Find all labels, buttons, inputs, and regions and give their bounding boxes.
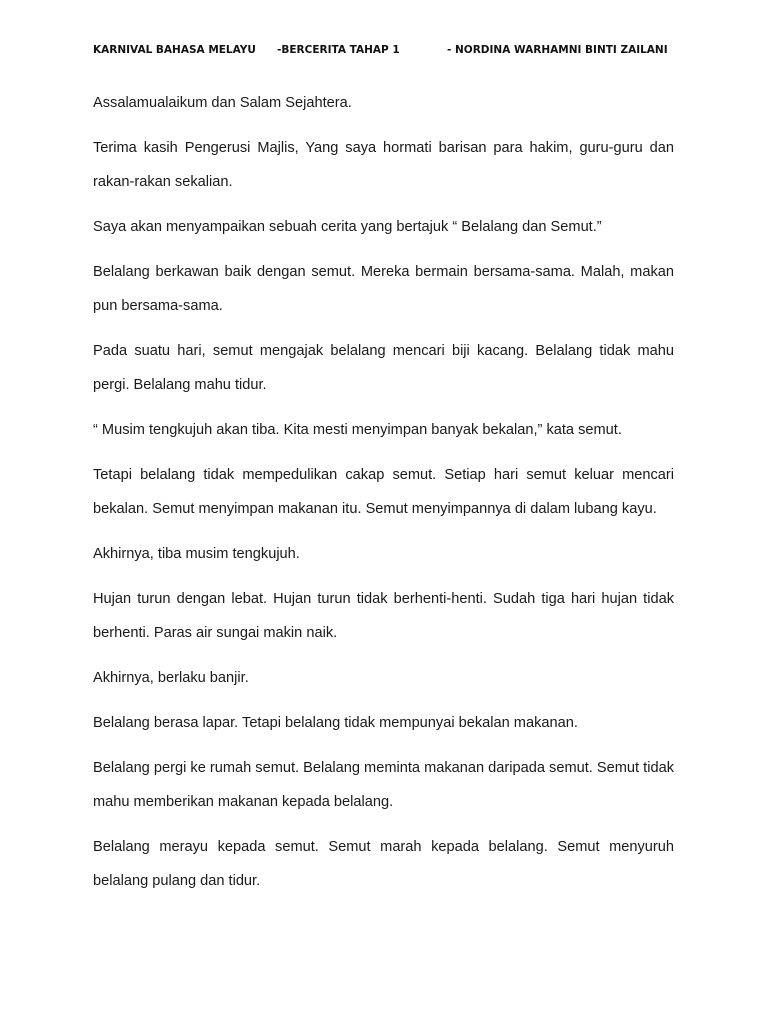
- paragraph: Belalang berasa lapar. Tetapi belalang tidak mempunyai bekalan makanan.: [93, 715, 578, 731]
- paragraph-story-title: Saya akan menyampaikan sebuah cerita yang bertajuk “ Belalang dan Semut.”: [93, 219, 602, 235]
- paragraph-thanks: Terima kasih Pengerusi Majlis, Yang saya hormati barisan para hakim, guru-guru dan rakan-rakan sekalian.: [93, 140, 674, 190]
- document-body: [93, 86, 674, 909]
- paragraph-quote: “ Musim tengkujuh akan tiba. Kita mesti menyimpan banyak bekalan,” kata semut.: [93, 422, 622, 438]
- paragraph: Hujan turun dengan lebat. Hujan turun tidak berhenti-henti. Sudah tiga hari hujan tidak berhenti. Paras air sungai makin naik.: [93, 591, 674, 641]
- paragraph: Tetapi belalang tidak mempedulikan cakap semut. Setiap hari semut keluar mencari bekalan. Semut menyimpan makanan itu. Semut menyimpannya di dalam lubang kayu.: [93, 467, 674, 517]
- header-event-title: KARNIVAL BAHASA MELAYU: [93, 44, 256, 56]
- header-author: - NORDINA WARHAMNI BINTI ZAILANI: [447, 44, 668, 56]
- paragraph-greeting: Assalamualaikum dan Salam Sejahtera.: [93, 95, 352, 111]
- header-category: -BERCERITA TAHAP 1: [277, 44, 400, 56]
- paragraph: Akhirnya, berlaku banjir.: [93, 670, 249, 686]
- paragraph: Belalang berkawan baik dengan semut. Mereka bermain bersama-sama. Malah, makan pun bersama-sama.: [93, 264, 674, 314]
- paragraph: Belalang pergi ke rumah semut. Belalang meminta makanan daripada semut. Semut tidak mahu memberikan makanan kepada belalang.: [93, 760, 674, 810]
- paragraph: Akhirnya, tiba musim tengkujuh.: [93, 546, 300, 562]
- paragraph: Belalang merayu kepada semut. Semut marah kepada belalang. Semut menyuruh belalang pulang dan tidur.: [93, 839, 674, 889]
- page-header: [93, 44, 683, 60]
- paragraph: Pada suatu hari, semut mengajak belalang mencari biji kacang. Belalang tidak mahu pergi. Belalang mahu tidur.: [93, 343, 674, 393]
